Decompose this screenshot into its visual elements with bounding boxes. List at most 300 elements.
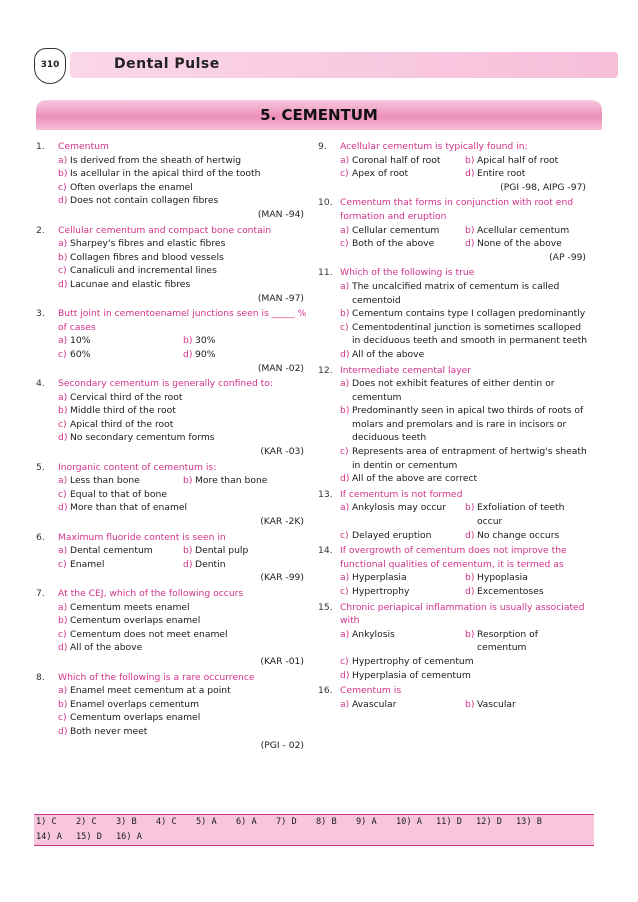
option-text: Predominantly seen in apical two thirds of roots of molars and premolars and is rare in incisors or deciduous teeth: [352, 405, 584, 444]
option-text: 90%: [195, 348, 216, 360]
option: [58, 404, 308, 418]
question-item: [36, 461, 308, 529]
option-text: Cementum overlaps enamel: [70, 615, 201, 627]
question-item: [318, 266, 590, 361]
question-options: [318, 377, 590, 486]
option-text: Cementum contains type I collagen predominantly: [352, 308, 586, 320]
question-stem: [36, 587, 308, 601]
option-row: [340, 154, 590, 168]
answer-entry: 5) A: [196, 817, 217, 827]
option-text: More than bone: [195, 475, 268, 487]
option-letter: a): [340, 502, 350, 514]
option-text: Resorption of cementum: [477, 628, 539, 654]
option-text: Represents area of entrapment of hertwig's sheath in dentin or cementum: [352, 446, 587, 471]
option-letter: d): [58, 642, 68, 654]
answer-row: [34, 815, 594, 830]
option-text: Avascular: [352, 698, 397, 710]
question-item: [36, 587, 308, 669]
chapter-title: 5. CEMENTUM: [260, 106, 378, 124]
question-stem: [318, 684, 590, 698]
option-text: Dental pulp: [195, 545, 249, 557]
option-letter: c): [340, 168, 349, 180]
option-text: Exfoliation of teeth occur: [477, 502, 565, 528]
answer-entry: 9) A: [356, 817, 377, 827]
question-stem: [36, 531, 308, 545]
option: [465, 585, 590, 599]
option-letter: a): [340, 378, 350, 390]
option-text: All of the above: [70, 642, 143, 654]
question-text: Which of the following is a rare occurrence: [58, 671, 255, 683]
option-letter: d): [465, 238, 475, 250]
question-source: (AP -99): [549, 251, 586, 263]
option-text: Equal to that of bone: [70, 488, 167, 500]
option: [340, 501, 465, 528]
option-letter: c): [340, 655, 349, 667]
question-stem: [318, 196, 590, 223]
option-text: Apical third of the root: [70, 418, 174, 430]
option: [58, 698, 308, 712]
question-options: [36, 684, 308, 738]
question-number: 2.: [36, 224, 45, 236]
option-text: Apex of root: [352, 168, 409, 180]
question-number: 13.: [318, 488, 333, 500]
question-item: [318, 364, 590, 486]
option-letter: a): [58, 335, 68, 347]
question-item: [36, 531, 308, 585]
chapter-band: [36, 100, 602, 130]
option-text: Hypertrophy of cementum: [352, 655, 474, 667]
option-letter: c): [58, 348, 67, 360]
option-row: [58, 474, 308, 488]
option: [340, 472, 590, 486]
option-letter: c): [58, 712, 67, 724]
question-number: 11.: [318, 267, 333, 279]
question-item: [36, 140, 308, 222]
option-letter: b): [465, 502, 475, 514]
option-row: [58, 348, 308, 362]
option-letter: b): [465, 224, 475, 236]
option-text: Enamel meet cementum at a point: [70, 685, 231, 697]
option: [340, 307, 590, 321]
option-letter: a): [340, 280, 350, 292]
question-stem: [36, 671, 308, 685]
question-options: [318, 224, 590, 251]
option-text: No change occurs: [477, 529, 560, 541]
option-text: Hyperplasia of cementum: [352, 669, 471, 681]
option-text: Hyperplasia: [352, 572, 407, 584]
question-stem: [318, 601, 590, 628]
option: [58, 725, 308, 739]
option-row: [58, 544, 308, 558]
option: [58, 194, 308, 208]
question-number: 15.: [318, 601, 333, 613]
option-text: The uncalcified matrix of cementum is called cementoid: [352, 280, 560, 306]
option: [340, 167, 465, 181]
question-number: 10.: [318, 197, 333, 209]
answer-entry: 1) C: [36, 817, 57, 827]
question-item: [36, 224, 308, 306]
option: [340, 321, 590, 348]
option-row: [340, 628, 590, 655]
option-text: 60%: [70, 348, 91, 360]
question-stem: [36, 140, 308, 154]
answer-entry: 15) D: [76, 832, 102, 842]
option-row: [340, 698, 590, 712]
option-text: Does not contain collagen fibres: [70, 195, 219, 207]
question-stem: [36, 377, 308, 391]
option-letter: b): [183, 335, 193, 347]
option-row: [58, 558, 308, 572]
question-text: Cementum that forms in conjunction with root end formation and eruption: [340, 197, 574, 222]
answer-entry: 3) B: [116, 817, 137, 827]
question-number: 14.: [318, 545, 333, 557]
option-text: Entire root: [477, 168, 526, 180]
option-text: Both of the above: [352, 238, 435, 250]
option-text: Less than bone: [70, 475, 140, 487]
question-text: Maximum fluoride content is seen in: [58, 531, 226, 543]
option-letter: b): [465, 698, 475, 710]
option: [465, 529, 590, 543]
option-letter: b): [465, 628, 475, 640]
option: [465, 167, 590, 181]
option-text: Hypoplasia: [477, 572, 528, 584]
question-item: [36, 307, 308, 375]
option-letter: b): [465, 572, 475, 584]
option-text: Is derived from the sheath of hertwig: [70, 154, 242, 166]
option: [340, 669, 590, 683]
option-text: Excementoses: [477, 586, 544, 597]
option: [340, 224, 465, 238]
option-text: Does not exhibit features of either dentin or cementum: [352, 378, 555, 403]
option-text: Ankylosis may occur: [352, 502, 447, 514]
option-letter: c): [58, 418, 67, 430]
question-number: 12.: [318, 364, 333, 376]
option-letter: b): [58, 698, 68, 710]
option-letter: d): [465, 168, 475, 180]
question-text: If overgrowth of cementum does not improve the functional qualities of cementum, it is termed as: [340, 545, 567, 570]
option: [58, 501, 308, 515]
option-letter: d): [183, 348, 193, 360]
option-text: All of the above: [352, 348, 425, 360]
left-column: [36, 140, 308, 754]
question-stem: [318, 488, 590, 502]
option-letter: d): [465, 529, 475, 541]
question-stem: [318, 140, 590, 154]
question-text: Cellular cementum and compact bone contain: [58, 224, 272, 236]
question-number: 4.: [36, 378, 45, 390]
question-options: [318, 628, 590, 682]
option: [58, 154, 308, 168]
option-text: Cementum overlaps enamel: [70, 712, 201, 724]
option-text: No secondary cementum forms: [70, 432, 215, 444]
question-options: [318, 280, 590, 362]
option-letter: a): [58, 601, 68, 613]
question-stem: [36, 307, 308, 334]
option: [58, 334, 183, 348]
question-text: Inorganic content of cementum is:: [58, 461, 217, 473]
question-stem: [36, 224, 308, 238]
option: [340, 377, 590, 404]
book-title: Dental Pulse: [114, 56, 220, 72]
option: [58, 544, 183, 558]
question-options: [36, 237, 308, 291]
option: [58, 601, 308, 615]
option: [340, 348, 590, 362]
question-source: (KAR -03): [260, 446, 304, 458]
question-text: At the CEJ, which of the following occurs: [58, 588, 244, 599]
option-text: Canaliculi and incremental lines: [70, 265, 217, 277]
option: [340, 154, 465, 168]
option-letter: c): [340, 529, 349, 541]
option: [58, 278, 308, 292]
question-options: [36, 544, 308, 571]
option-letter: c): [340, 321, 349, 333]
option-letter: b): [183, 475, 193, 487]
question-item: [318, 488, 590, 542]
option: [58, 488, 308, 502]
option-text: Coronal half of root: [352, 154, 441, 166]
question-source: (MAN -94): [257, 208, 304, 220]
option-row: [340, 501, 590, 528]
option: [58, 348, 183, 362]
option: [465, 698, 590, 712]
option-text: Cervical third of the root: [70, 391, 183, 403]
question-item: [36, 671, 308, 753]
question-number: 8.: [36, 671, 45, 683]
option: [465, 224, 590, 238]
option-text: Cementum does not meet enamel: [70, 628, 228, 640]
option: [58, 264, 308, 278]
option-letter: b): [340, 405, 350, 417]
option-letter: d): [58, 432, 68, 444]
answer-entry: 7) D: [276, 817, 297, 827]
option-letter: a): [58, 154, 68, 166]
option-letter: d): [340, 669, 350, 681]
answer-entry: 16) A: [116, 832, 142, 842]
option-text: Is acellular in the apical third of the tooth: [70, 168, 261, 180]
option-text: 10%: [70, 335, 91, 347]
option: [58, 237, 308, 251]
option-text: Cellular cementum: [352, 224, 440, 236]
option-letter: c): [58, 181, 67, 193]
option-letter: c): [58, 558, 67, 570]
option: [58, 628, 308, 642]
option: [465, 501, 590, 528]
option-letter: b): [183, 545, 193, 557]
question-options: [318, 154, 590, 181]
option-row: [340, 224, 590, 238]
question-item: [318, 196, 590, 264]
question-source: (PGI -98, AIPG -97): [500, 181, 586, 193]
option-text: More than that of enamel: [70, 502, 188, 514]
question-source: (KAR -01): [260, 655, 304, 667]
answer-entry: 14) A: [36, 832, 62, 842]
option-letter: b): [340, 308, 350, 320]
right-column: [318, 140, 590, 713]
option: [340, 445, 590, 472]
option: [183, 544, 308, 558]
question-text: Cementum: [58, 141, 109, 152]
option-row: [340, 237, 590, 251]
answer-row: [34, 830, 594, 845]
option-row: [58, 334, 308, 348]
option: [183, 474, 308, 488]
option-text: Lacunae and elastic fibres: [70, 278, 191, 290]
question-number: 1.: [36, 141, 45, 152]
option-letter: b): [58, 405, 68, 417]
option-letter: c): [58, 628, 67, 640]
option: [58, 558, 183, 572]
question-text: Which of the following is true: [340, 267, 475, 279]
question-text: Intermediate cemental layer: [340, 364, 472, 376]
question-options: [36, 391, 308, 445]
option-text: Enamel overlaps cementum: [70, 698, 200, 710]
question-options: [318, 698, 590, 712]
option-row: [340, 571, 590, 585]
question-stem: [36, 461, 308, 475]
option-letter: c): [340, 238, 349, 250]
option: [340, 655, 590, 669]
question-source: (KAR -2K): [260, 516, 304, 528]
option-letter: d): [340, 473, 350, 485]
question-item: [318, 684, 590, 711]
option: [340, 237, 465, 251]
option-text: Collagen fibres and blood vessels: [70, 251, 224, 263]
question-stem: [318, 266, 590, 280]
option-letter: a): [58, 238, 68, 250]
option: [340, 585, 465, 599]
question-stem: [318, 364, 590, 378]
option-text: Middle third of the root: [70, 405, 176, 417]
option-text: None of the above: [477, 238, 562, 250]
question-number: 16.: [318, 685, 333, 697]
option-row: [340, 529, 590, 543]
question-number: 9.: [318, 141, 327, 152]
option-text: Enamel: [70, 558, 105, 570]
question-text: Secondary cementum is generally confined to:: [58, 378, 273, 390]
answer-entry: 13) B: [516, 817, 542, 827]
option-letter: b): [465, 154, 475, 166]
option: [465, 628, 590, 655]
option: [58, 431, 308, 445]
answer-entry: 8) B: [316, 817, 337, 827]
question-source: (MAN -97): [257, 292, 304, 304]
option-letter: d): [58, 278, 68, 290]
option: [58, 391, 308, 405]
option-row: [340, 167, 590, 181]
option-text: Delayed eruption: [352, 529, 432, 541]
option-text: All of the above are correct: [352, 473, 478, 485]
option-letter: b): [58, 251, 68, 263]
option: [183, 348, 308, 362]
option-letter: a): [340, 572, 350, 584]
option: [340, 698, 465, 712]
option-letter: a): [340, 224, 350, 236]
option: [58, 684, 308, 698]
option-text: Ankylosis: [352, 628, 395, 640]
option-text: Apical half of root: [477, 154, 559, 166]
option-letter: d): [183, 558, 193, 570]
option-letter: d): [58, 502, 68, 514]
question-text: Chronic periapical inflammation is usually associated with: [340, 601, 585, 627]
option: [58, 418, 308, 432]
answer-key: [34, 814, 594, 846]
option: [465, 571, 590, 585]
answer-entry: 11) D: [436, 817, 462, 827]
option-row: [340, 585, 590, 599]
option-text: Both never meet: [70, 725, 148, 737]
option: [58, 181, 308, 195]
answer-entry: 10) A: [396, 817, 422, 827]
option-letter: a): [340, 154, 350, 166]
option-letter: a): [58, 545, 68, 557]
option-letter: b): [58, 168, 68, 180]
question-text: Cementum is: [340, 685, 402, 697]
question-options: [318, 571, 590, 598]
question-options: [36, 154, 308, 208]
option: [58, 711, 308, 725]
option: [340, 280, 590, 307]
question-source: (PGI - 02): [260, 739, 304, 751]
option-letter: c): [340, 586, 349, 597]
question-number: 7.: [36, 588, 45, 599]
option-text: Often overlaps the enamel: [70, 181, 193, 193]
option-text: Dental cementum: [70, 545, 153, 557]
option: [183, 334, 308, 348]
option-letter: d): [340, 348, 350, 360]
question-item: [318, 140, 590, 194]
option-text: Sharpey's fibres and elastic fibres: [70, 238, 226, 250]
option-letter: a): [58, 685, 68, 697]
question-source: (KAR -99): [260, 572, 304, 584]
page-header: [26, 42, 616, 88]
option-letter: d): [58, 195, 68, 207]
question-text: Acellular cementum is typically found in:: [340, 141, 528, 152]
option-text: Hypertrophy: [352, 586, 410, 597]
option: [340, 404, 590, 445]
question-text: Butt joint in cementoenamel junctions seen is _____ % of cases: [58, 308, 307, 333]
option: [340, 529, 465, 543]
page-number-badge: 310: [34, 48, 66, 84]
question-source: (MAN -02): [257, 362, 304, 374]
option-letter: a): [58, 475, 68, 487]
option-letter: c): [58, 265, 67, 277]
answer-entry: 6) A: [236, 817, 257, 827]
option: [340, 571, 465, 585]
option-letter: a): [340, 628, 350, 640]
option-text: Cementodentinal junction is sometimes scalloped in deciduous teeth and smooth in permanent teeth: [352, 321, 588, 347]
option: [58, 641, 308, 655]
option-letter: c): [340, 446, 349, 458]
question-options: [36, 334, 308, 361]
question-stem: [318, 544, 590, 571]
option-letter: c): [58, 488, 67, 500]
option-letter: a): [340, 698, 350, 710]
option-text: Cementum meets enamel: [70, 601, 190, 613]
option: [58, 614, 308, 628]
question-item: [318, 544, 590, 598]
option: [58, 474, 183, 488]
question-item: [36, 377, 308, 459]
option: [58, 167, 308, 181]
question-options: [318, 501, 590, 542]
answer-entry: 2) C: [76, 817, 97, 827]
option: [465, 237, 590, 251]
option-text: Acellular cementum: [477, 224, 570, 236]
option-text: Dentin: [195, 558, 226, 570]
question-item: [318, 601, 590, 683]
option-letter: d): [465, 586, 475, 597]
